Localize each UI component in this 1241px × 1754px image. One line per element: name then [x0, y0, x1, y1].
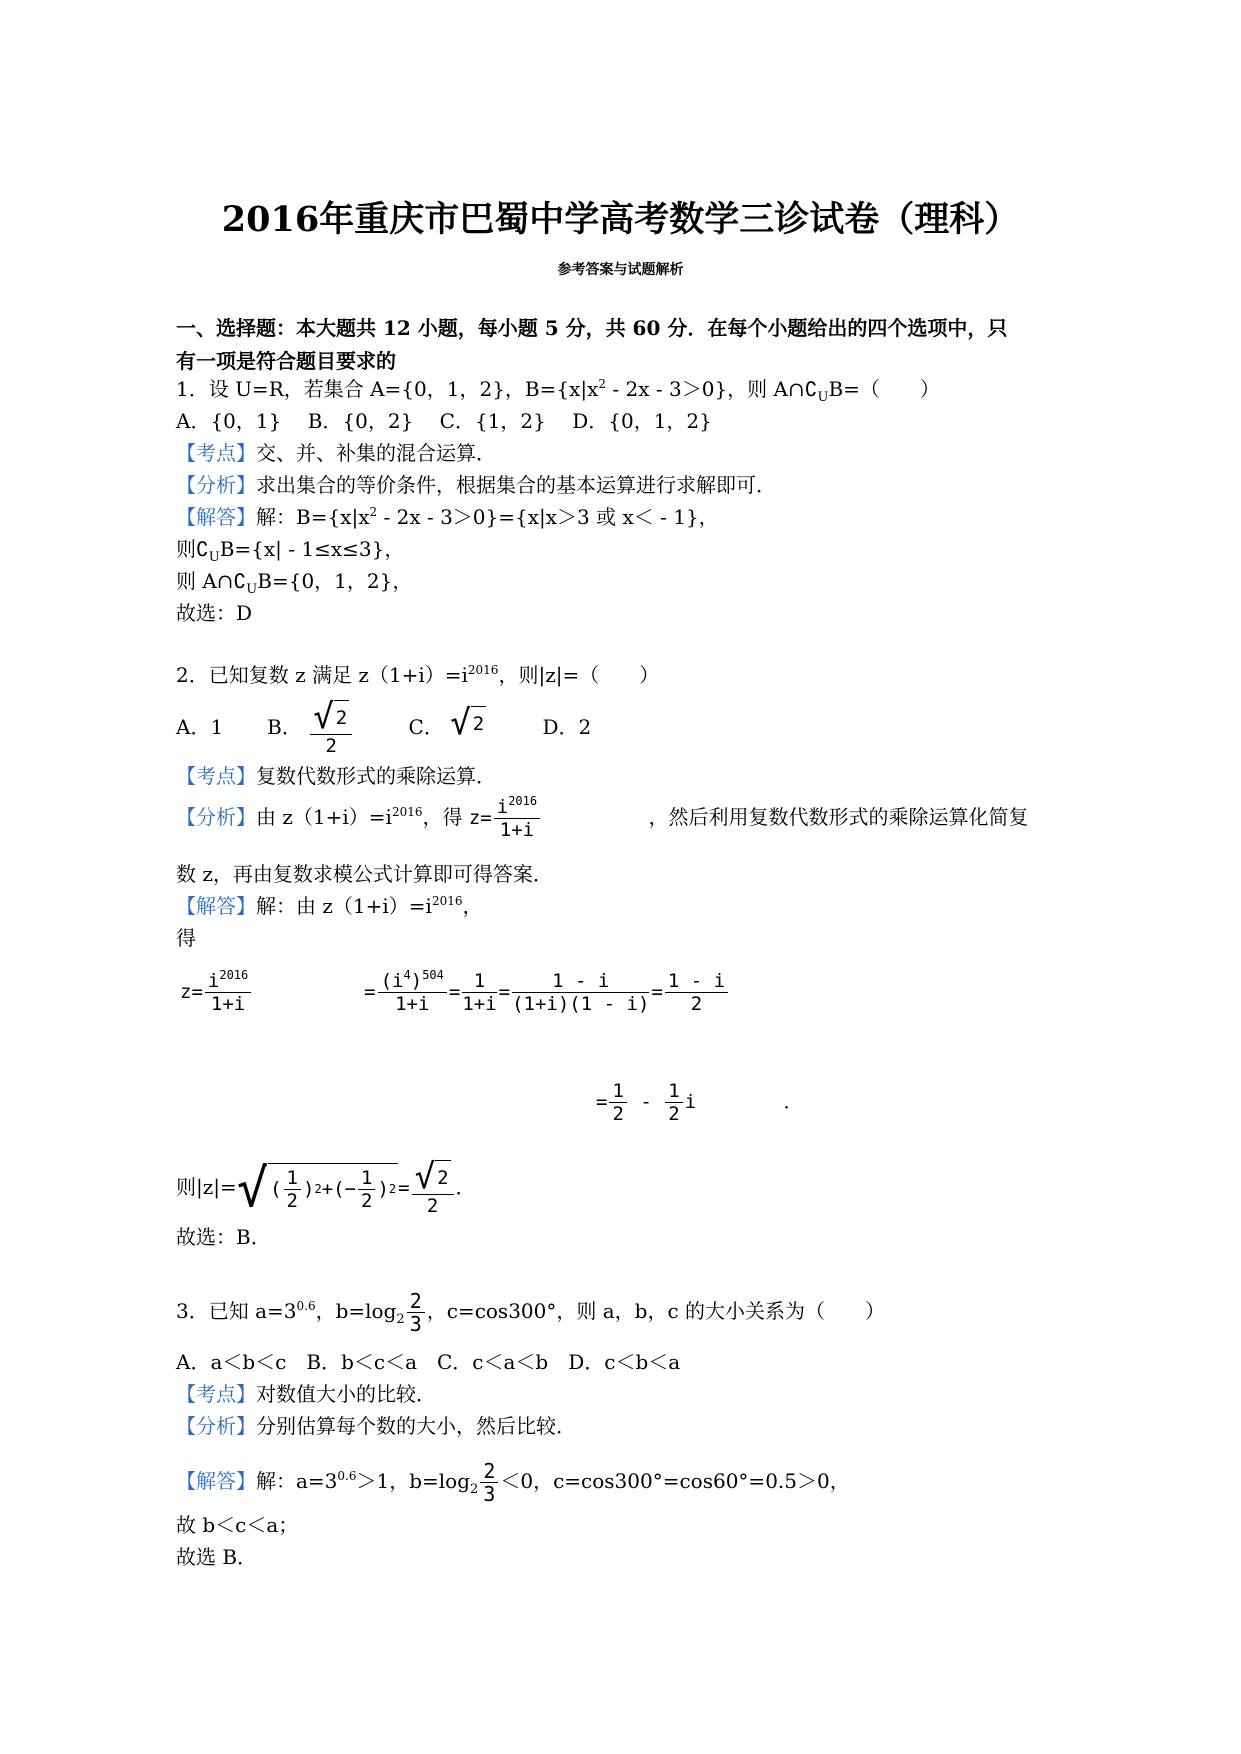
- q3-jieda: 【解答】解：$a=3^{0.6}>1$，$b=\log_2$ $\frac{2}{3}$ ＜0，c=cos300°=cos60°=0.5＞0，: [176, 1459, 850, 1506]
- page-title: 2016年重庆市巴蜀中学高考数学三诊试卷（理科）: [221, 199, 1020, 240]
- q1-kaodian: 【考点】交、并、补集的混合运算．: [176, 441, 496, 465]
- q2-modulus: 则|z|= √ ( $\frac{1}{2}$ ) 2 +(− $\frac{1}{2}$ ) 2 = √ 2 2 ．: [176, 1157, 476, 1219]
- q1-jieda: 【解答】解：$B=\{x|x^2 - 2x - 3>0\}=\{x|x>3$ 或 x＜ - 1}，: [176, 505, 719, 529]
- q1-options: A．{0，1} B．{0，2} C．{1，2} D．{0，1，2}: [176, 409, 712, 433]
- option-c-sqrt: √ 2: [450, 703, 485, 743]
- q2-fenxi: 【分析】由 $z(1+i)=i^{2016}$，得 z= $\frac{i^{2016}}{1+i}$ ，然后利用复数代数形式的乘除运算化简复: [176, 794, 1029, 841]
- q2-equation-1: z= $\frac{i^{2016}}{1+i}$ = $\frac{(i^4)^{504}}{1+i}$ = $\frac{1}{1+i}$ = $\frac{1 - i}{(1+i)(1 - i)}$ = $\frac{1 - i}{2}$: [180, 970, 730, 1015]
- fenxi-fraction: $\frac{i^{2016}}{1+i}$: [494, 796, 540, 841]
- q3-options: A．a＜b＜c B．b＜c＜a C．c＜a＜b D．c＜b＜a: [176, 1350, 681, 1374]
- q1-answer: 故选：D: [176, 601, 253, 625]
- q2-fenxi-line2: 数 z，再由复数求模公式计算即可得答案．: [176, 862, 553, 886]
- q2-answer: 故选：B．: [176, 1225, 271, 1249]
- q2-kaodian: 【考点】复数代数形式的乘除运算．: [176, 764, 496, 788]
- q3-answer: 故选 B．: [176, 1545, 258, 1569]
- q2-equation-2: = $\frac{1}{2}$ - $\frac{1}{2}$ i ．: [596, 1080, 803, 1125]
- q3-kaodian: 【考点】对数值大小的比较．: [176, 1382, 436, 1406]
- q1-fenxi: 【分析】求出集合的等价条件，根据集合的基本运算进行求解即可．: [176, 473, 776, 497]
- q3-fenxi: 【分析】分别估算每个数的大小，然后比较．: [176, 1414, 576, 1438]
- q2-stem: 2．已知复数 z 满足 $z(1+i)=i^{2016}$，则|z|=（ ）: [176, 663, 660, 687]
- page-subtitle: 参考答案与试题解析: [557, 262, 684, 278]
- q3-stem: 3．已知 $a=3^{0.6}$，$b=\log_2$ $\frac{2}{3}$ ，c=cos300°，则 a，b，c 的大小关系为（ ）: [176, 1289, 886, 1336]
- q1-stem: 1．设 U=R，若集合 A={0，1，2}，$B=\{x|x^2 - 2x - 3>0\}$，则 $A\cap∁_UB=$（ ）: [176, 377, 940, 405]
- q2-de: 得: [176, 926, 196, 950]
- section-heading-line1: 一、选择题：本大题共 12 小题，每小题 5 分，共 60 分．在每个小题给出的四个选项中，只: [176, 316, 1008, 340]
- q2-jieda: 【解答】解：由 $z(1+i)=i^{2016}$，: [176, 894, 483, 918]
- section-heading-line2: 有一项是符合题目要求的: [176, 349, 396, 373]
- q2-options: A．1 B． √ 2 2 C． √ 2 D．2: [176, 697, 592, 757]
- q3-step2: 故 b＜c＜a；: [176, 1513, 299, 1537]
- q1-step3: 则 $A\cap∁_UB=\{0$，1，2}，: [176, 569, 413, 597]
- option-b-fraction: √ 2 2: [310, 700, 352, 757]
- q1-step2: 则$∁_UB=\{x| - 1\le x\le 3\}$，: [176, 537, 405, 565]
